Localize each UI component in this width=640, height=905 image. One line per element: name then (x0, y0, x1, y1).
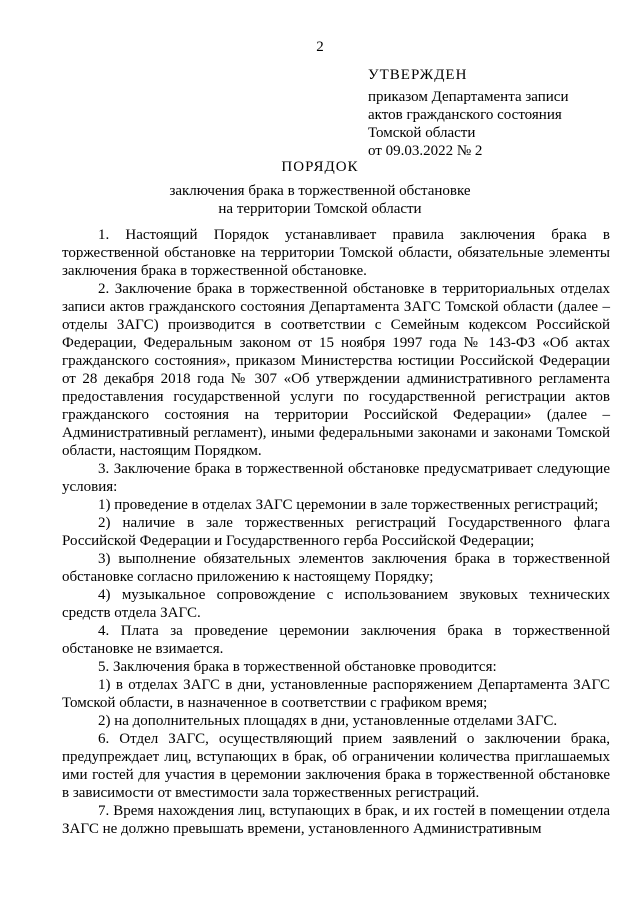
page-number: 2 (316, 39, 324, 55)
document-body (62, 226, 610, 838)
paragraph: 4) музыкальное сопровождение с использованием звуковых технических средств отдела ЗАГС. (62, 587, 610, 621)
paragraph: 2) на дополнительных площадях в дни, установленные отделами ЗАГС. (98, 713, 558, 729)
paragraph: 2) наличие в зале торжественных регистраций Государственного флага Российской Федерации и Государственного герба Российской Федерации; (62, 515, 610, 549)
paragraph: 2. Заключение брака в торжественной обстановке в территориальных отделах записи актов гражданского состояния Департамента ЗАГС Томской области (далее – отделы ЗАГС) производится в соответствии с Семейным кодексом Российской Федерации, Федеральным законом от 15 ноября 1997 года № 143-ФЗ «Об актах гражданского состояния», приказом Министерства юстиции Российской Федерации от 28 декабря 2018 года № 307 «Об утверждении административного регламента предоставления государственной услуги по государственной регистрации актов гражданского состояния на территории Российской Федерации» (далее – Административный регламент), иными федеральными законами и законами Томской области, настоящим Порядком. (62, 281, 610, 459)
paragraph: 3. Заключение брака в торжественной обстановке предусматривает следующие условия: (62, 461, 610, 495)
paragraph: 1) в отделах ЗАГС в дни, установленные распоряжением Департамента ЗАГС Томской области, в назначенное в соответствии с графиком время; (62, 677, 610, 711)
approval-line: от 09.03.2022 № 2 (368, 143, 483, 159)
approval-block (368, 66, 628, 160)
document-subtitle: заключения брака в торжественной обстановке (169, 183, 471, 199)
approval-line: актов гражданского состояния (368, 107, 562, 123)
paragraph: 3) выполнение обязательных элементов заключения брака в торжественной обстановке согласно приложению к настоящему Порядку; (62, 551, 610, 585)
approval-line: Томской области (368, 125, 476, 141)
document-title: ПОРЯДОК (281, 159, 359, 175)
paragraph: 1. Настоящий Порядок устанавливает правила заключения брака в торжественной обстановке на территории Томской области, обязательные элементы заключения брака в торжественной обстановке. (62, 227, 610, 279)
paragraph: 7. Время нахождения лиц, вступающих в брак, и их гостей в помещении отдела ЗАГС не должно превышать времени, установленного Административным (62, 803, 610, 837)
approval-heading: УТВЕРЖДЕН (368, 67, 468, 83)
paragraph: 6. Отдел ЗАГС, осуществляющий прием заявлений о заключении брака, предупреждает лиц, вступающих в брак, об ограничении количества приглашаемых ими гостей для участия в церемонии заключения брака в торжественной обстановке в зависимости от вместимости зала торжественных регистраций. (62, 731, 610, 801)
paragraph: 5. Заключения брака в торжественной обстановке проводится: (98, 659, 497, 675)
document-subtitle: на территории Томской области (218, 201, 422, 217)
paragraph: 4. Плата за проведение церемонии заключения брака в торжественной обстановке не взимается. (62, 623, 610, 657)
paragraph: 1) проведение в отделах ЗАГС церемонии в зале торжественных регистраций; (98, 497, 599, 513)
approval-line: приказом Департамента записи (368, 89, 569, 105)
document-title-block (0, 158, 640, 218)
